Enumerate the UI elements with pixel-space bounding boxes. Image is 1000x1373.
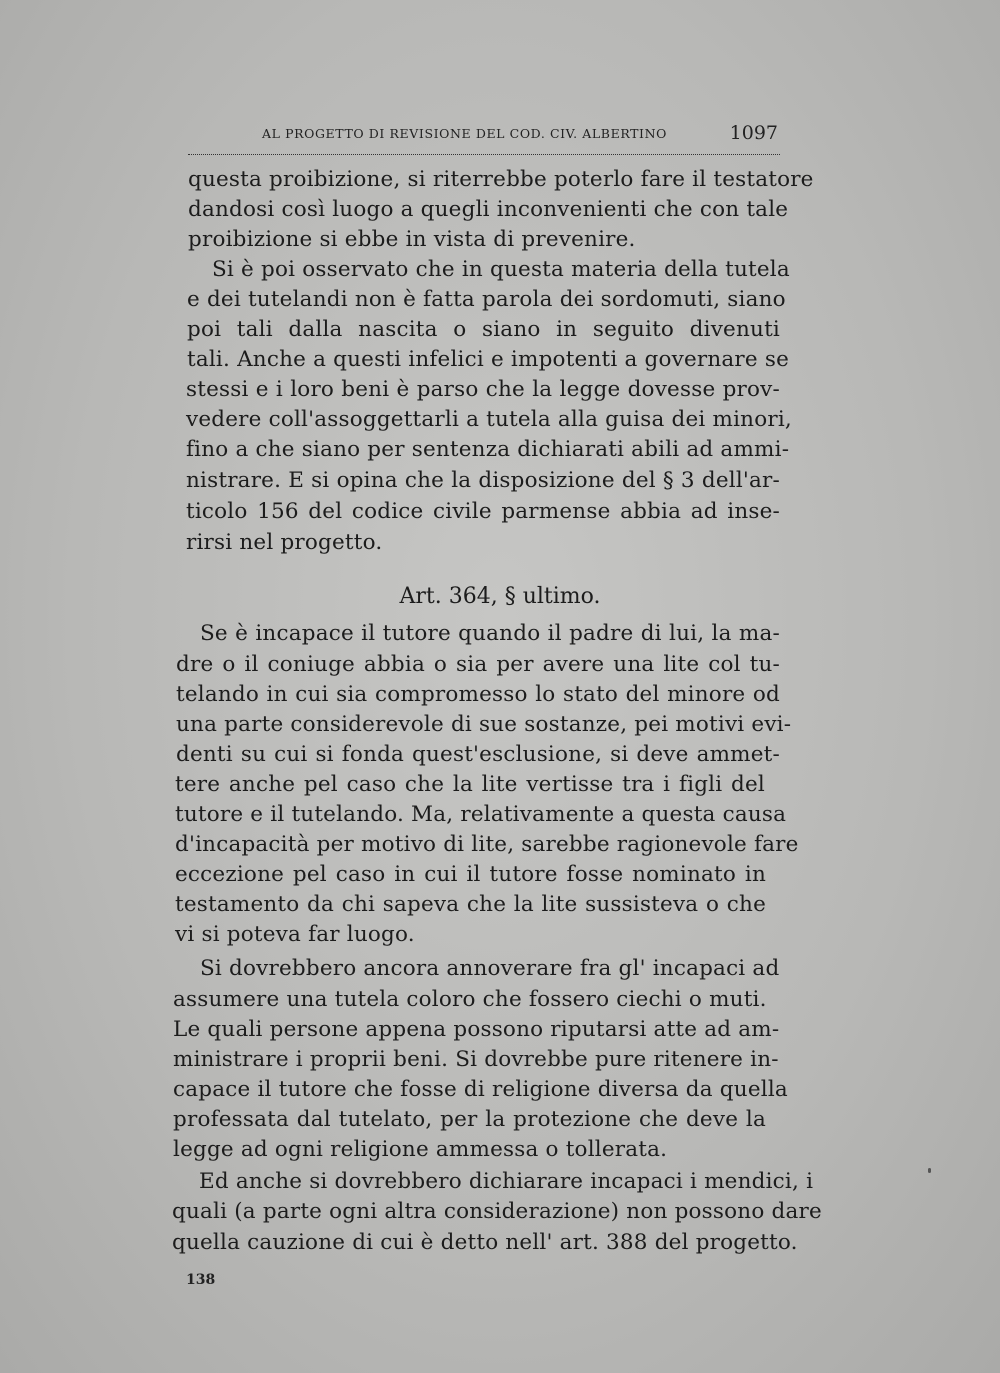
text-line: una parte considerevole di sue sostanze, pei motivi evi- <box>176 712 792 737</box>
text-line: ticolo 156 del codice civile parmense abbia ad inse- <box>186 499 780 524</box>
text-line: professata dal tutelato, per la protezione che deve la <box>173 1107 766 1132</box>
text-line: quella cauzione di cui è detto nell' art. 388 del progetto. <box>172 1230 798 1255</box>
text-line: telando in cui sia compromesso lo stato del minore od <box>176 682 780 707</box>
text-line: fino a che siano per sentenza dichiarati abili ad ammi- <box>186 437 790 462</box>
header-rule <box>188 154 780 155</box>
text-line: vi si poteva far luogo. <box>175 922 415 947</box>
text-line: nistrare. E si opina che la disposizione del § 3 dell'ar- <box>186 468 780 493</box>
text-line: quali (a parte ogni altra considerazione) non possono dare <box>172 1199 822 1224</box>
text-line: tali. Anche a questi infelici e impotenti a governare se <box>187 347 790 372</box>
text-line: vedere coll'assoggettarli a tutela alla guisa dei minori, <box>186 407 792 432</box>
text-line: ministrare i proprii beni. Si dovrebbe pure ritenere in- <box>173 1047 779 1072</box>
text-line: proibizione si ebbe in vista di prevenire. <box>188 227 636 252</box>
text-line: e dei tutelandi non è fatta parola dei sordomuti, siano <box>187 287 786 312</box>
text-line: Si dovrebbero ancora annoverare fra gl' incapaci ad <box>200 956 780 981</box>
text-line: Ed anche si dovrebbero dichiarare incapaci i mendici, i <box>199 1169 814 1194</box>
text-line: eccezione pel caso in cui il tutore fosse nominato in <box>175 862 766 887</box>
text-line: tutore e il tutelando. Ma, relativamente a questa causa <box>175 802 787 827</box>
text-line: denti su cui si fonda quest'esclusione, si deve ammet- <box>176 742 780 767</box>
signature-mark: 138 <box>186 1272 216 1288</box>
text-line: questa proibizione, si riterrebbe poterlo fare il testatore <box>188 167 814 192</box>
text-line: dre o il coniuge abbia o sia per avere una lite col tu- <box>176 652 780 677</box>
text-line: Se è incapace il tutore quando il padre di lui, la ma- <box>200 621 780 646</box>
text-line: rirsi nel progetto. <box>186 530 383 555</box>
text-line: capace il tutore che fosse di religione diversa da quella <box>173 1077 788 1102</box>
page-number: 1097 <box>729 122 778 144</box>
text-line: tere anche pel caso che la lite vertisse tra i figli del <box>175 772 765 797</box>
text-line: poi tali dalla nascita o siano in seguito divenuti <box>187 317 780 342</box>
text-line: testamento da chi sapeva che la lite sussisteva o che <box>175 892 766 917</box>
header-title: AL PROGETTO DI REVISIONE DEL COD. CIV. ALBERTINO <box>262 126 667 141</box>
text-line: assumere una tutela coloro che fossero ciechi o muti. <box>173 987 767 1012</box>
text-line: stessi e i loro beni è parso che la legge dovesse prov- <box>186 377 780 402</box>
ink-speck <box>928 1168 931 1173</box>
text-line: Le quali persone appena possono riputarsi atte ad am- <box>173 1017 780 1042</box>
text-line: dandosi così luogo a quegli inconvenienti che con tale <box>188 197 789 222</box>
text-line: legge ad ogni religione ammessa o tollerata. <box>173 1137 668 1162</box>
text-line: Si è poi osservato che in questa materia della tutela <box>212 257 790 282</box>
section-heading: Art. 364, § ultimo. <box>399 584 601 609</box>
text-line: d'incapacità per motivo di lite, sarebbe ragionevole fare <box>175 832 799 857</box>
